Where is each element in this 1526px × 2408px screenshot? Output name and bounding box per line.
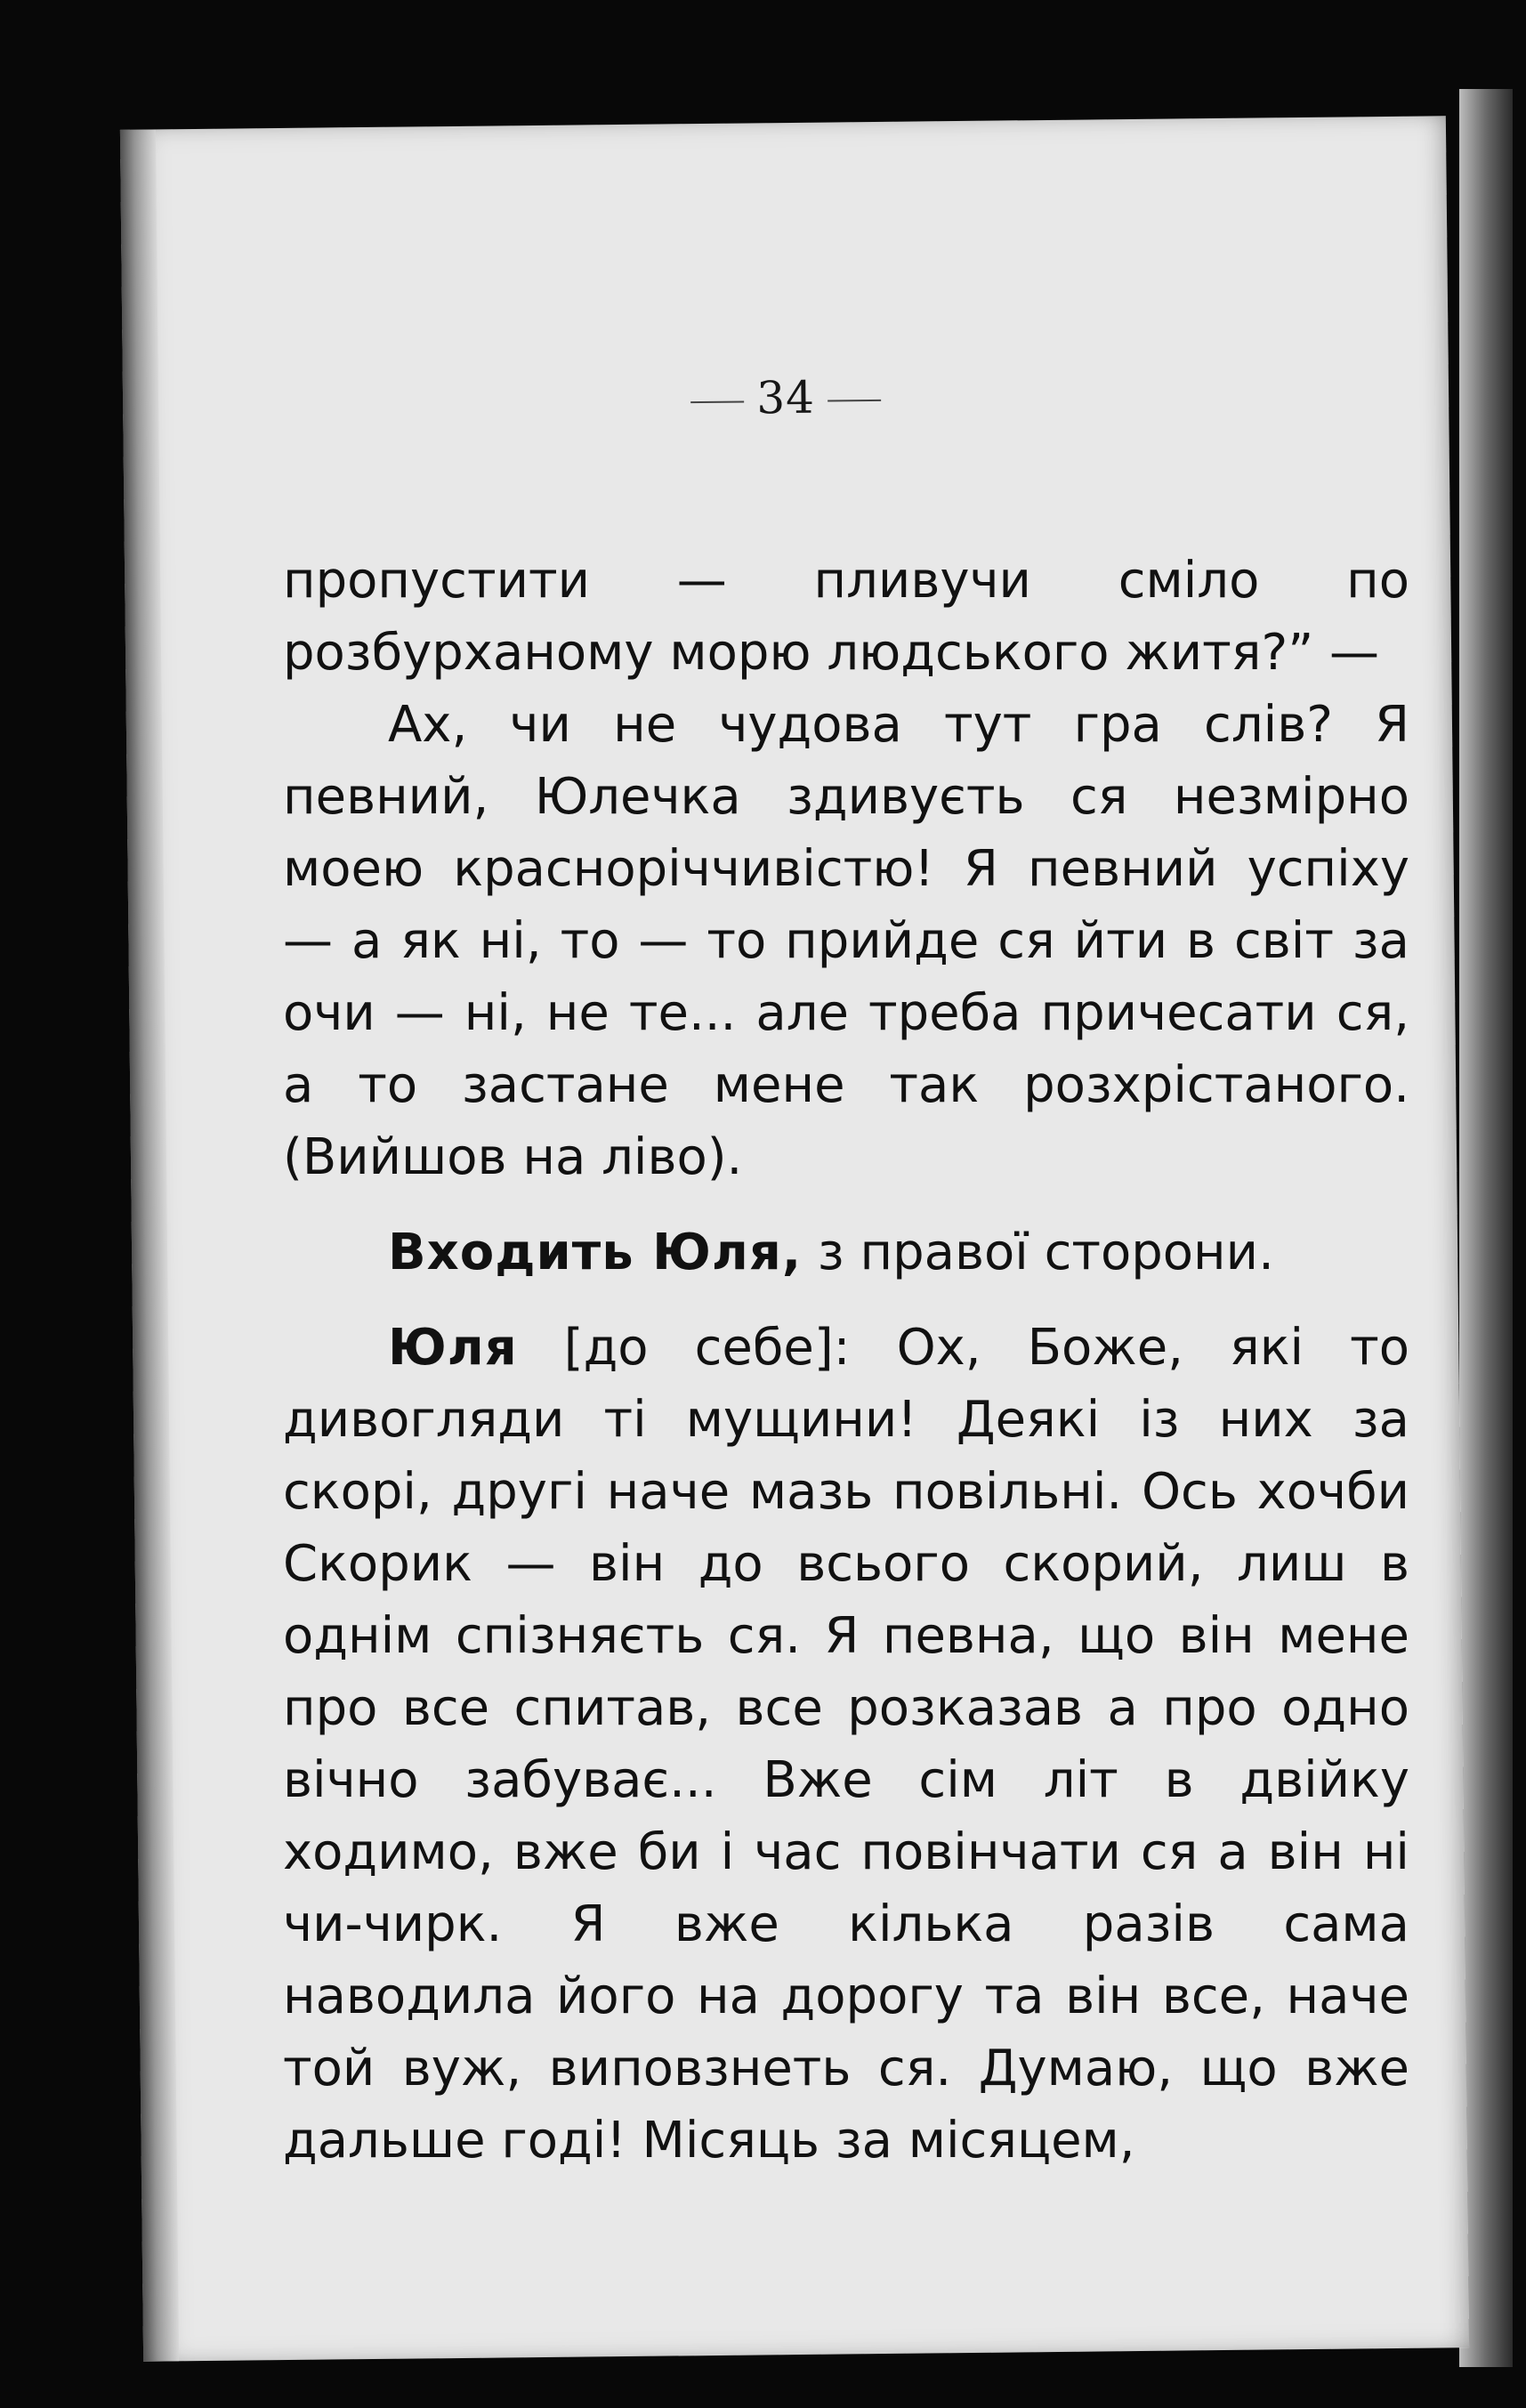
- speech-text: Ох, Боже, які то дивогляди ті мущини! Деякі із них за скорі, другі наче мазь повільні. Ось хочби Скорик — він до всього скорий, лиш в однім спізняєть ся. Я певна, що він мене про все спитав, все розказав а про одно вічно забуває... Вже сім літ в двійку ходимо, вже би і час повінчати ся а він ні чи-чирк. Я вже кілька разів сама наводила його на дорогу та він все, наче той вуж, виповзнеть ся. Думаю, що вже дальше годі! Місяць за місяцем,: [283, 1319, 1409, 2170]
- stage-direction: [283, 1216, 1409, 1289]
- next-page-edge: [1459, 89, 1513, 2367]
- page-number-dash-left: [690, 401, 744, 404]
- paragraph-2: Ах, чи не чудова тут гра слів? Я певний, Юлечка здивуєть ся незмірно моею красноріччивістю! Я певний успіху — а як ні, то — то прийде ся йти в світ за очи — ні, не те... але треба причесати ся, а то застане мене так розхрістаного. (Вийшов на ліво).: [283, 696, 1409, 1186]
- page-number: 34: [755, 371, 816, 424]
- page-number-dash-right: [828, 400, 881, 402]
- paragraph-1: пропустити — пливучи сміло по розбурханому морю людського житя?” —: [283, 552, 1409, 682]
- stage-direction-text: з правої сторони.: [802, 1224, 1274, 1281]
- page-number-header: [123, 365, 1449, 431]
- paragraph-4: [283, 1312, 1409, 2177]
- speaker-direction: [до себе]:: [517, 1319, 897, 1377]
- speaker-name: Юля: [388, 1319, 518, 1377]
- page-body: [283, 545, 1409, 2177]
- stage-character: Входить Юля,: [388, 1224, 803, 1281]
- page-gutter-shadow: [120, 129, 179, 2361]
